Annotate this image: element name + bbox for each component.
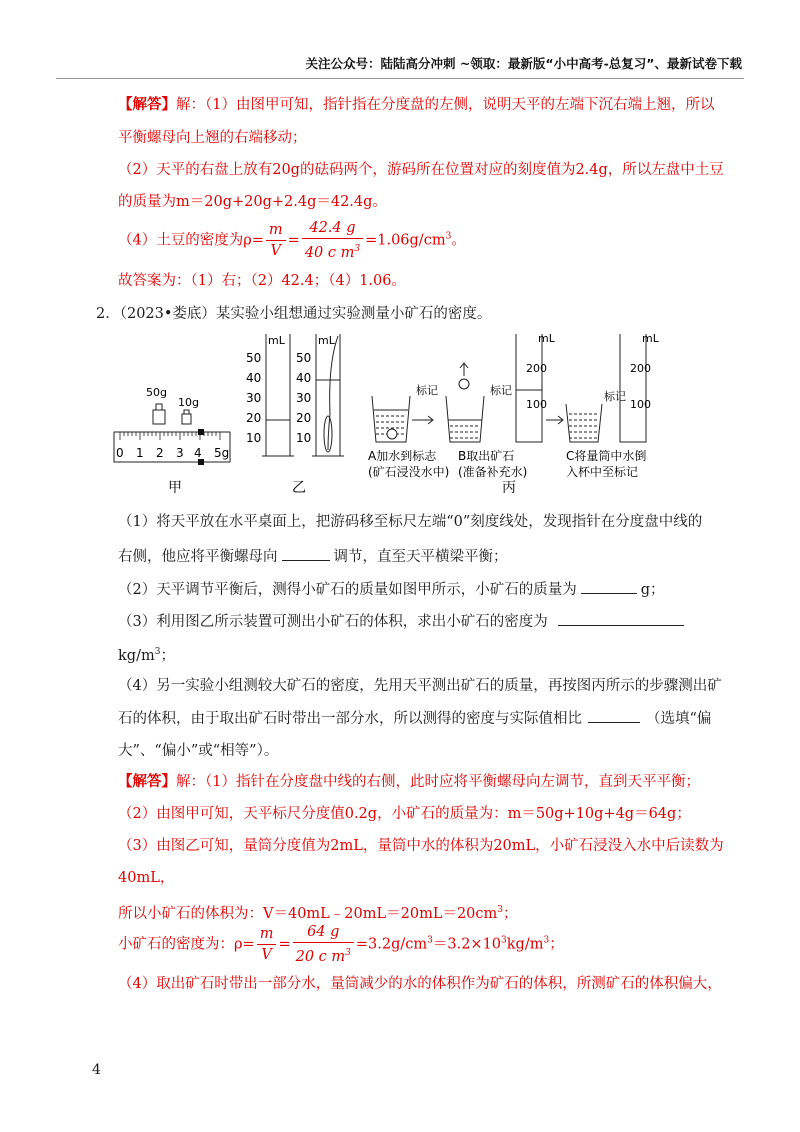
mark-a: 标记	[416, 384, 438, 397]
cylinder-left	[266, 334, 290, 456]
frac-den: V	[270, 242, 282, 259]
frac-den: 20 c $m^3$	[295, 948, 351, 965]
answer1-line1	[118, 95, 714, 115]
tick-30: 30	[246, 391, 262, 405]
ruler-tick-3: 3	[176, 446, 184, 460]
formula-prefix: （4）土豆的密度为ρ=	[118, 232, 264, 249]
q1-blank[interactable]	[282, 546, 330, 561]
q4-blank[interactable]	[588, 708, 640, 723]
label-jia: 甲	[168, 480, 182, 496]
beaker-c	[566, 404, 602, 442]
frac-den-text: 20 c m	[295, 948, 346, 965]
caption-c-2: 入杯中至标记	[566, 465, 639, 479]
caption-b-2: (准备补充水)	[458, 465, 528, 479]
frac-num: 42.4 g	[302, 218, 363, 239]
q4-line3: 大”、“偏小”或“相等”）。	[118, 743, 279, 759]
q1-line1: （1）将天平放在水平桌面上，把游码移至标尺左端“0”刻度线处，发现指针在分度盘中线的	[118, 514, 703, 530]
big-cylinder-c	[620, 334, 646, 442]
ruler-tick-5g: 5g	[214, 446, 230, 460]
weight-10g-handle	[184, 410, 189, 414]
frac-num: m	[266, 220, 286, 241]
weight-50g-handle	[156, 404, 162, 410]
tick-100: 100	[526, 398, 547, 411]
label-yi: 乙	[292, 480, 306, 496]
fraction-values	[302, 218, 363, 263]
answer2-line3: （3）由图乙可知，量筒分度值为2mL，量筒中水的体积为20mL，小矿石浸没入水中后读数为	[118, 838, 724, 854]
page-header: 关注公众号：陆陆高分冲刺 ~领取：最新版“小中高考-总复习”、最新试卷下载	[305, 56, 742, 71]
sup-cube: 3	[354, 244, 361, 254]
figure-bing	[368, 332, 660, 496]
q2-line	[118, 579, 665, 600]
q2-text: （2）天平调节平衡后，测得小矿石的质量如图甲所示，小矿石的质量为	[118, 582, 577, 598]
mark-b: 标记	[490, 384, 512, 397]
rider-top	[198, 429, 204, 435]
weight-10g	[182, 414, 191, 424]
tick-10: 10	[246, 431, 262, 445]
page-number: 4	[92, 1062, 101, 1078]
q3-text: （3）利用图乙所示装置可测出小矿石的体积，求出小矿石的密度为	[118, 614, 548, 630]
cylinder-right-unit: mL	[318, 334, 335, 347]
formula-result-2: ＝3.2×10	[432, 936, 502, 953]
answer1-line2: 平衡螺母向上翘的右端移动；	[118, 130, 307, 146]
answer2-line7: （4）取出矿石时带出一部分水，量筒减少的水的体积作为矿石的体积，所测矿石的体积偏大，	[118, 976, 722, 992]
q3-unit: kg/m	[118, 647, 155, 664]
q4-text: 石的体积，由于取出矿石时带出一部分水，所以测得的密度与实际值相比	[118, 711, 582, 727]
answer2-line2: （2）由图甲可知，天平标尺分度值0.2g，小矿石的质量为：m＝50g+10g+4g＝64g；	[118, 806, 691, 822]
experiment-figure	[106, 324, 706, 499]
answer2-line5: 所以小矿石的体积为：$V=40mL﹣20mL=20mL=20cm^3$；	[118, 905, 518, 922]
answer2-density-formula: 小矿石的密度为：ρ= $\frac{m}{V}$ = $\frac{64 g}{20 c m^3}$ $=3.2g/cm^3=3.2\times 10^3kg/m^3$；	[118, 924, 564, 965]
tick-10: 10	[296, 431, 312, 445]
formula-result: =3.2g/cm	[355, 936, 428, 953]
scale-ruler	[114, 432, 230, 462]
frac-den-text: 40 c m	[304, 244, 355, 261]
ruler-tick-1: 1	[136, 446, 144, 460]
caption-b-1: B取出矿石	[458, 449, 515, 463]
q1-text: 右侧，他应将平衡螺母向	[118, 549, 278, 565]
frac-den	[302, 239, 363, 263]
ruler-ticks	[120, 432, 220, 440]
frac-num: 64 g	[293, 922, 354, 943]
beaker-b-water-lines	[450, 426, 480, 438]
thread	[328, 336, 338, 450]
answer2-line1	[118, 772, 700, 792]
tick-20: 20	[246, 411, 262, 425]
answer1-line3: （2）天平的右盘上放有20g的砝码两个，游码所在位置对应的刻度值为2.4g，所以左盘中土豆	[118, 162, 724, 178]
ruler-tick-2: 2	[156, 446, 164, 460]
big-cylinder-b-unit: mL	[538, 332, 555, 345]
q1-line2	[118, 546, 508, 567]
caption-c-1: C将量筒中水倒	[566, 449, 647, 463]
stone-a	[387, 429, 397, 439]
answer2-text1: 解：（1）指针在分度盘中线的右侧，此时应将平衡螺母向左调节，直到天平平衡；	[176, 774, 700, 790]
beaker-c-water-lines	[569, 414, 599, 438]
answer2-volume-end: ；	[503, 905, 518, 922]
figure-yi	[246, 334, 344, 496]
q1-text-post: 调节，直至天平横梁平衡；	[333, 549, 508, 565]
fraction-values	[293, 922, 354, 967]
tick-100: 100	[630, 398, 651, 411]
q3-line1	[118, 611, 684, 632]
fraction-m-v	[257, 924, 277, 965]
q2-blank[interactable]	[581, 579, 637, 594]
q4-line1: （4）另一实验小组测较大矿石的密度，先用天平测出矿石的质量，再按图丙所示的步骤测出矿	[118, 678, 722, 694]
tick-50: 50	[246, 351, 262, 365]
weight-50g	[153, 410, 165, 424]
cylinder-left-unit: mL	[268, 334, 285, 347]
q2-text-post: g；	[640, 582, 665, 598]
stone-b	[459, 379, 469, 389]
sup-cube: 3	[445, 231, 452, 242]
figure-jia	[114, 386, 230, 496]
tick-40: 40	[296, 371, 312, 385]
q3-blank[interactable]	[558, 611, 684, 626]
big-cylinder-b	[516, 334, 542, 442]
q4-line2	[118, 708, 711, 729]
formula-unit: kg/m	[506, 936, 544, 953]
frac-num: m	[257, 924, 277, 945]
weight-50g-label: 50g	[146, 386, 167, 399]
big-cylinder-c-unit: mL	[642, 332, 659, 345]
header-rule	[56, 78, 744, 79]
weight-10g-label: 10g	[178, 396, 199, 409]
ruler-tick-0: 0	[116, 446, 124, 460]
answer1-tag: 【解答】	[118, 96, 176, 113]
mark-c: 标记	[604, 390, 626, 403]
formula-prefix: 小矿石的密度为：ρ=	[118, 936, 255, 953]
formula-result: =1.06g/cm	[365, 232, 446, 249]
label-bing: 丙	[502, 480, 516, 496]
answer1-density-formula: （4）土豆的密度为ρ= $\frac{m}{V}$ = $\frac{42.4 g}{40 c m^3}$ $=1.06g/cm^3$。	[118, 220, 466, 261]
beaker-b	[446, 396, 484, 442]
answer2-line4: 40mL，	[118, 870, 175, 886]
answer2-tag: 【解答】	[118, 773, 176, 790]
q3-line2: $kg/m^3$；	[118, 647, 175, 664]
tick-50: 50	[296, 351, 312, 365]
frac-den: V	[261, 946, 272, 963]
answer1-final: 故答案为：（1）右；（2）42.4；（4）1.06。	[118, 273, 406, 289]
caption-a-2: (矿石浸没水中)	[368, 465, 450, 479]
answer1-line4: 的质量为m＝20g+20g+2.4g＝42.4g。	[118, 194, 387, 210]
fraction-m-v	[266, 220, 286, 261]
formula-end: ；	[549, 936, 564, 953]
q4-text-post: （选填“偏	[646, 711, 712, 727]
tick-200: 200	[630, 362, 651, 375]
caption-a-1: A加水到标志	[368, 449, 437, 463]
answer1-text1: 解：（1）由图甲可知，指针指在分度盘的左侧，说明天平的左端下沉右端上翘，所以	[176, 97, 715, 113]
ruler-tick-4: 4	[194, 446, 202, 460]
tick-200: 200	[526, 362, 547, 375]
tick-30: 30	[296, 391, 312, 405]
tick-20: 20	[296, 411, 312, 425]
question2-stem: 2．（2023•娄底）某实验小组想通过实验测量小矿石的密度。	[96, 306, 492, 322]
tick-40: 40	[246, 371, 262, 385]
answer2-volume: 所以小矿石的体积为：V＝40mL﹣20mL＝20mL＝20cm	[118, 905, 498, 922]
